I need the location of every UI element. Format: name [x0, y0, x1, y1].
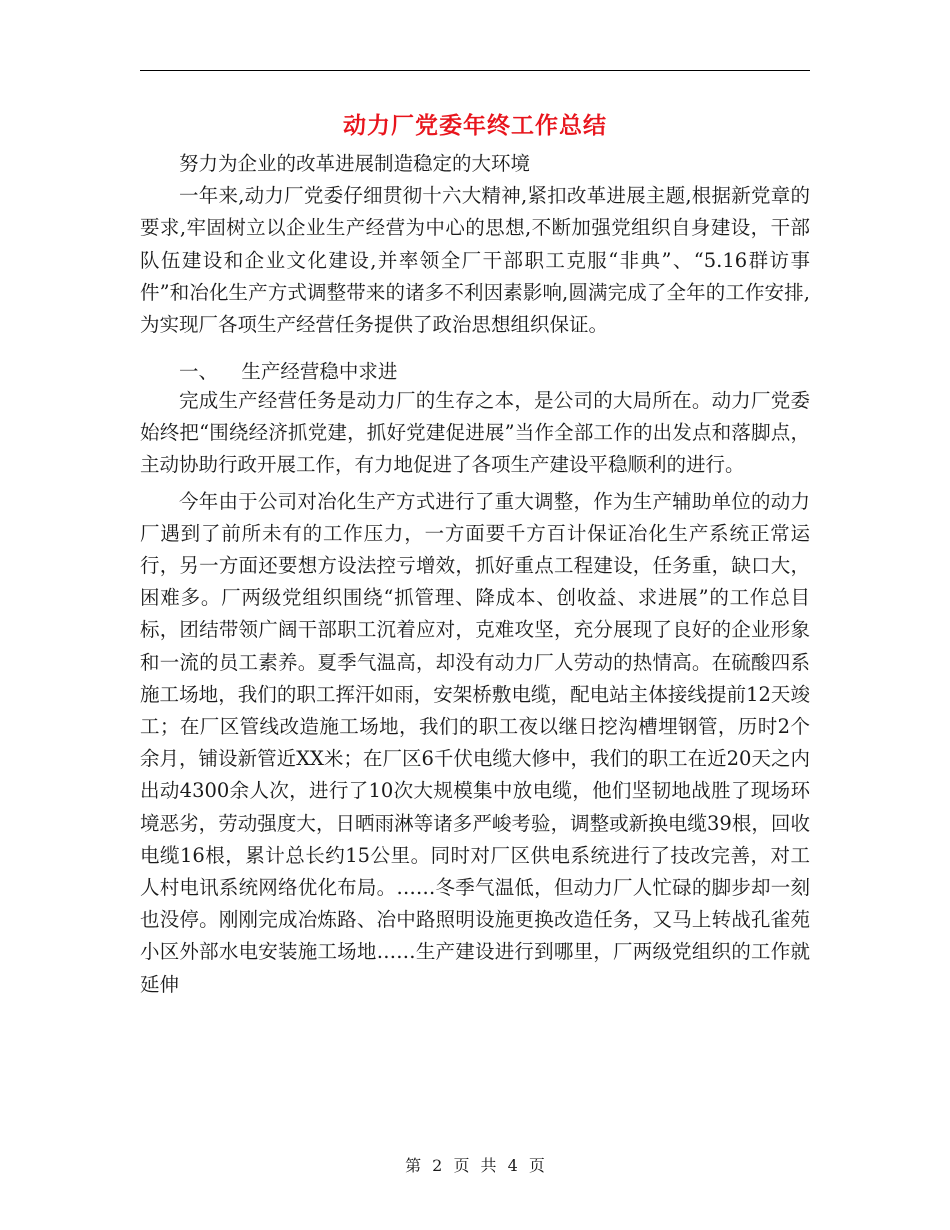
subtitle-line: 努力为企业的改革进展制造稳定的大环境 [179, 152, 531, 175]
paragraph-2: 今年由于公司对冶化生产方式进行了重大调整，作为生产辅助单位的动力厂遇到了前所未有的工作压力，一方面要千方百计保证冶化生产系统正常运行，另一方面还要想方设法控亏增效，抓好重点工程建设，任务重，缺口大，困难多。厂两级党组织围绕“抓管理、降成本、创收益、求进展”的工作总目标，团结带领广阔干部职工沉着应对，克难攻坚，充分展现了良好的企业形象和一流的员工素养。夏季气温高，却没有动力厂人劳动的热情高。在硫酸四系施工场地，我们的职工挥汗如雨，安架桥敷电缆，配电站主体接线提前12天竣工；在厂区管线改造施工场地，我们的职工夜以继日挖沟槽埋钢管，历时2个余月，铺设新管近XX米；在厂区6千伏电缆大修中，我们的职工在近20天之内出动4300余人次，进行了10次大规模集中放电缆，他们坚韧地战胜了现场环境恶劣，劳动强度大，日晒雨淋等诸多严峻考验，调整或新换电缆39根，回收电缆16根，累计总长约15公里。同时对厂区供电系统进行了技改完善，对工人村电讯系统网络优化布局。……冬季气温低，但动力厂人忙碌的脚步却一刻也没停。刚刚完成冶炼路、冶中路照明设施更换改造任务，又马上转战孔雀苑小区外部水电安装施工场地……生产建设进行到哪里，厂两级党组织的工作就延伸 [140, 489, 810, 996]
paragraph-1: 完成生产经营任务是动力厂的生存之本，是公司的大局所在。动力厂党委始终把“围绕经济抓党建，抓好党建促进展”当作全部工作的出发点和落脚点，主动协助行政开展工作，有力地促进了各项生产建设平稳顺利的进行。 [140, 389, 810, 477]
header-rule [140, 70, 810, 71]
section-number: 一、 [179, 360, 219, 383]
document-title: 动力厂党委年终工作总结 [343, 112, 607, 139]
section-1-body [140, 385, 810, 1001]
section-heading-1 [140, 356, 810, 388]
body-intro [140, 148, 810, 341]
intro-paragraph: 一年来,动力厂党委仔细贯彻十六大精神,紧扣改革进展主题,根据新党章的要求,牢固树立以企业生产经营为中心的思想,不断加强党组织自身建设，干部队伍建设和企业文化建设,并率领全厂干部职工克服“非典”、“5.16群访事件”和冶化生产方式调整带来的诸多不利因素影响,圆满完成了全年的工作安排,为实现厂各项生产经营任务提供了政治思想组织保证。 [140, 184, 810, 337]
page-footer: 第 2 页 共 4 页 [405, 1156, 545, 1175]
section-title: 生产经营稳中求进 [241, 360, 398, 383]
